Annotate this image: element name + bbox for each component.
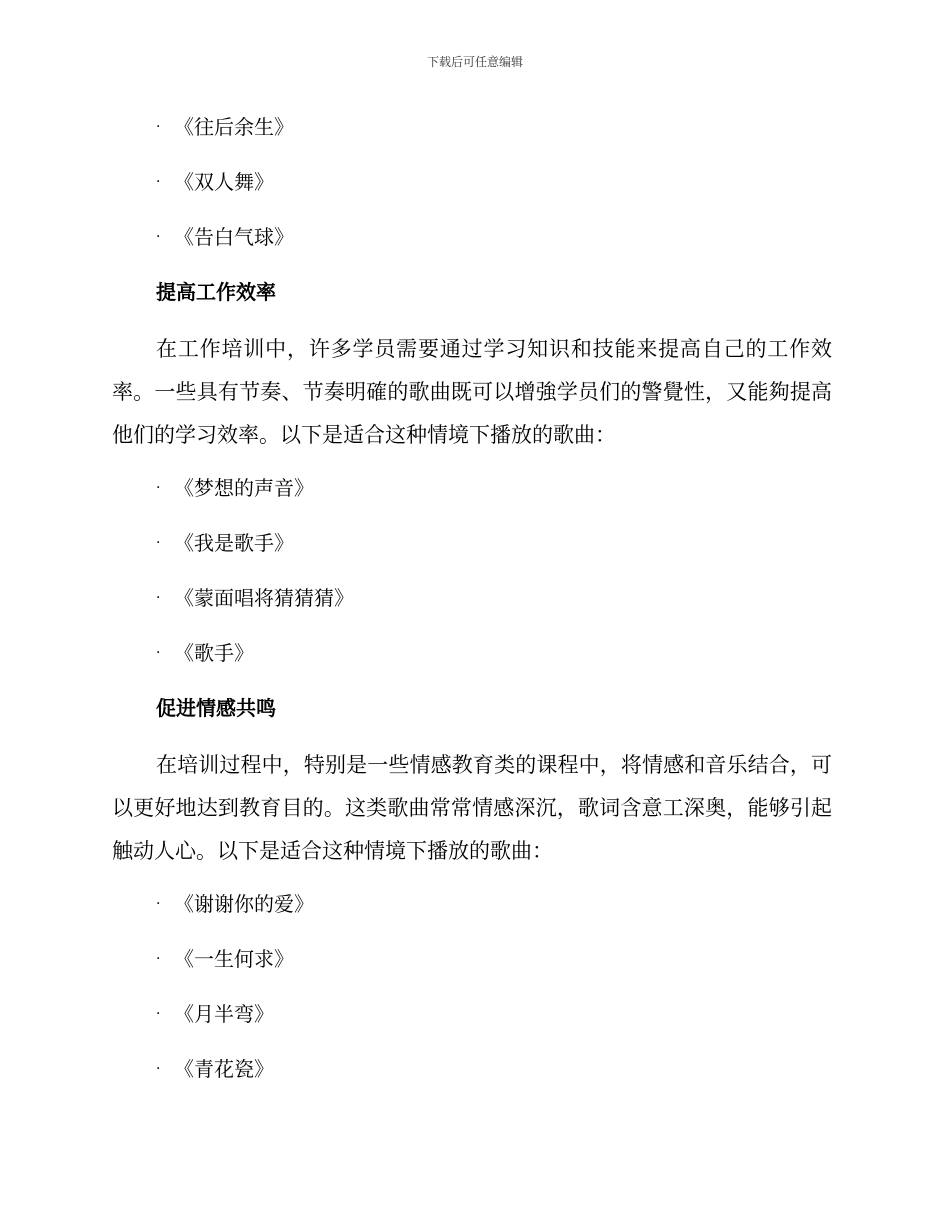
song-title: 《谢谢你的爱》 [174,892,314,916]
song-title: 《双人舞》 [174,170,274,194]
list-item [0,218,950,273]
song-title: 《歌手》 [174,641,254,665]
bullet-dot: · [156,1006,161,1022]
document-body [0,108,950,1105]
list-item [0,469,950,524]
bullet-dot: · [156,1061,161,1077]
bullet-dot: · [156,645,161,661]
bullet-dot: · [156,480,161,496]
list-item [0,579,950,634]
list-item [0,940,950,995]
song-title: 《蒙面唱将猜猜猜》 [174,586,354,610]
page-header: 下载后可任意编辑 [426,55,523,69]
song-title: 《梦想的声音》 [174,476,314,500]
bullet-dot: · [156,590,161,606]
bullet-dot: · [156,174,161,190]
bullet-dot: · [156,951,161,967]
song-title: 《月半弯》 [174,1002,274,1026]
section-paragraph-efficiency: 在工作培训中，许多学员需要通过学习知识和技能来提高自己的工作效率。一些具有节奏、节奏明確的歌曲既可以增強学员们的警覺性，又能夠提高他们的学习效率。以下是适合这种情境下播放的歌曲： [112,337,832,447]
song-title: 《一生何求》 [174,947,294,971]
bullet-dot: · [156,229,161,245]
list-item [0,995,950,1050]
song-title: 《告白气球》 [174,225,294,249]
list-item [0,108,950,163]
list-item [0,885,950,940]
section-heading-emotion: 促进情感共鸣 [156,696,276,720]
list-item [0,1050,950,1105]
list-item [0,524,950,579]
list-item [0,634,950,689]
list-item [0,163,950,218]
bullet-dot: · [156,896,161,912]
song-title: 《往后余生》 [174,115,294,139]
bullet-dot: · [156,535,161,551]
song-title: 《青花瓷》 [174,1057,274,1081]
section-paragraph-emotion: 在培训过程中，特别是一些情感教育类的课程中，将情感和音乐结合，可以更好地达到教育目的。这类歌曲常常情感深沉，歌词含意工深奥，能够引起触动人心。以下是适合这种情境下播放的歌曲： [112,753,832,863]
section-heading-efficiency: 提高工作效率 [156,280,276,304]
song-title: 《我是歌手》 [174,531,294,555]
bullet-dot: · [156,119,161,135]
